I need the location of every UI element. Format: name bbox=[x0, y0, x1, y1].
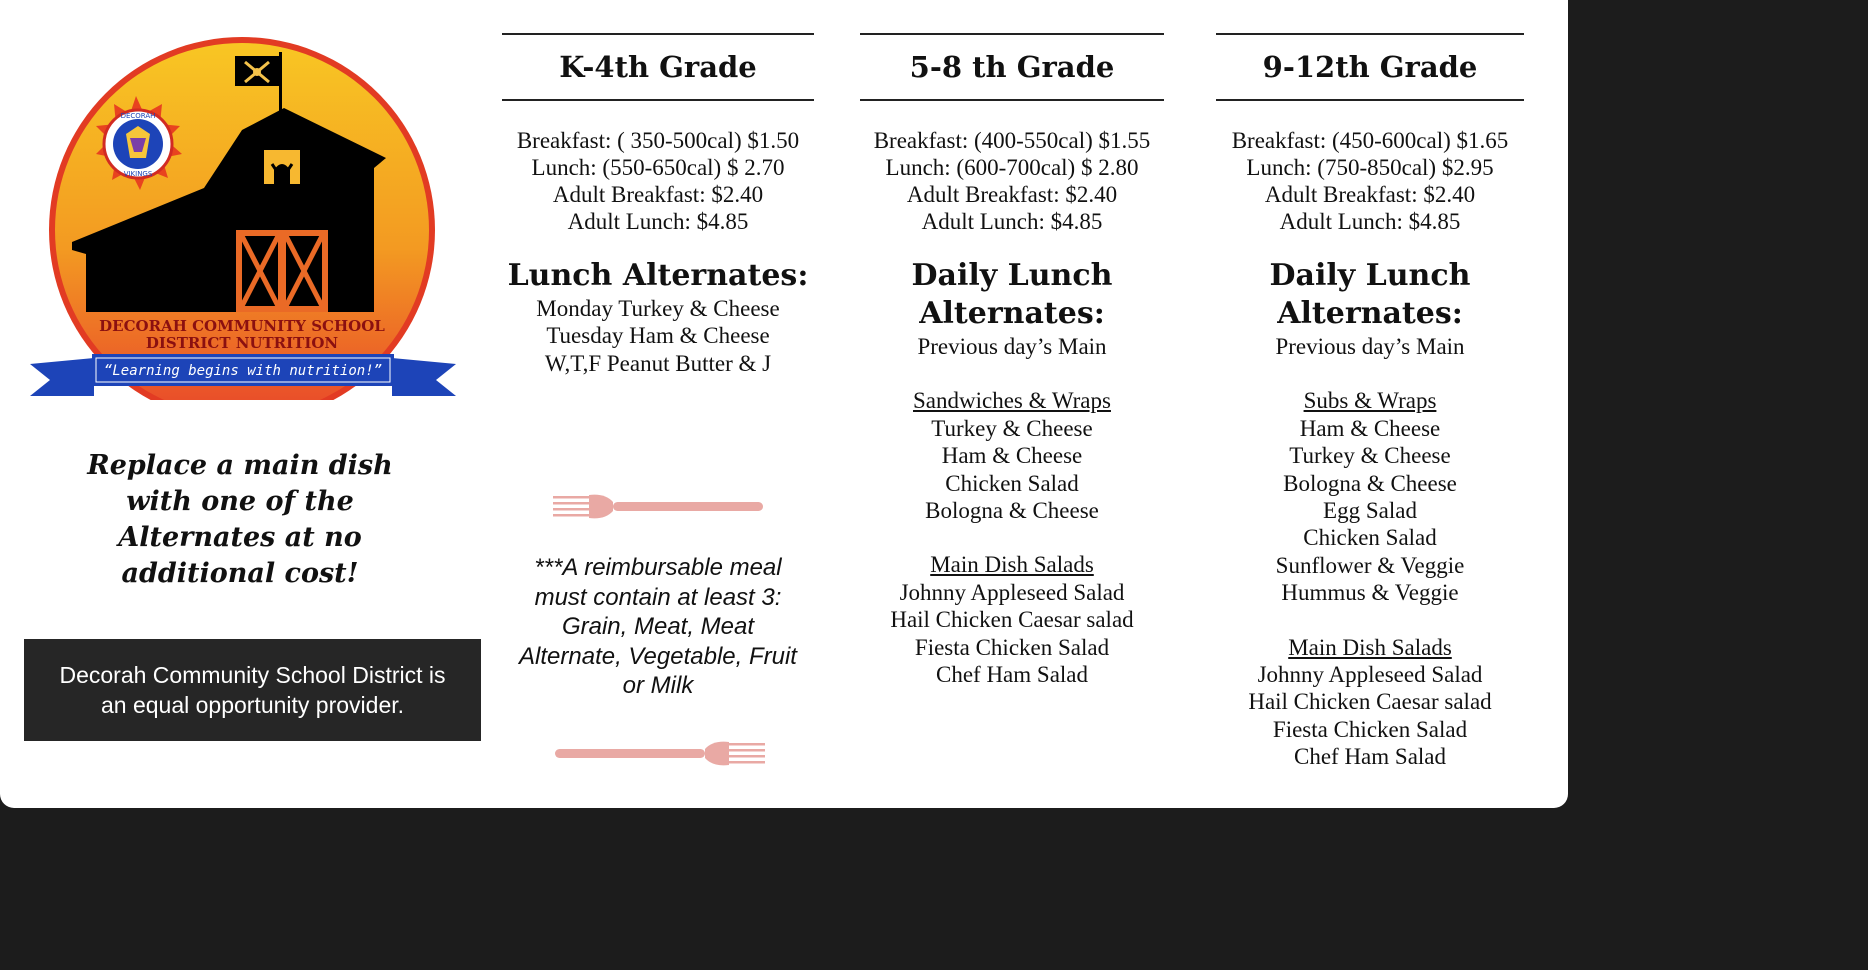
alternates-heading-line: Daily Lunch bbox=[911, 258, 1113, 293]
list-item: Chicken Salad bbox=[945, 470, 1079, 496]
alternates-tagline bbox=[60, 448, 420, 592]
grade-heading: 9-12th Grade bbox=[1216, 33, 1524, 101]
alternates-heading bbox=[502, 257, 814, 295]
price-line: Adult Lunch: $4.85 bbox=[567, 209, 749, 234]
alternates-heading-line: Daily Lunch bbox=[1269, 258, 1471, 293]
alternates-heading-line: Alternates: bbox=[1277, 296, 1463, 331]
section-title: Sandwiches & Wraps bbox=[913, 388, 1111, 414]
list-item: Johnny Appleseed Salad bbox=[1257, 662, 1483, 688]
list-item: Johnny Appleseed Salad bbox=[899, 579, 1125, 605]
grade-heading: 5-8 th Grade bbox=[860, 33, 1164, 101]
price-line: Adult Lunch: $4.85 bbox=[921, 209, 1103, 234]
previous-day-main: Previous day’s Main bbox=[917, 334, 1107, 359]
price-list bbox=[860, 127, 1164, 235]
logo-line-2: DISTRICT NUTRITION bbox=[145, 334, 339, 352]
note-line: or Milk bbox=[622, 672, 694, 699]
list-item: Sunflower & Veggie bbox=[1275, 552, 1465, 578]
price-line: Adult Breakfast: $2.40 bbox=[552, 182, 764, 207]
column-9-12 bbox=[1216, 33, 1524, 771]
section-title: Main Dish Salads bbox=[930, 552, 1094, 578]
list-item: Fiesta Chicken Salad bbox=[914, 634, 1110, 660]
alternates-list bbox=[1216, 333, 1524, 771]
section-title: Main Dish Salads bbox=[1288, 634, 1452, 660]
emblem-top-text: DECORAH bbox=[120, 112, 156, 120]
fork-icon bbox=[553, 738, 765, 768]
price-line: Adult Breakfast: $2.40 bbox=[1264, 182, 1476, 207]
alternates-heading bbox=[1216, 257, 1524, 333]
price-line: Lunch: (550-650cal) $ 2.70 bbox=[531, 155, 785, 180]
nutrition-logo bbox=[28, 30, 458, 400]
price-line: Breakfast: (400-550cal) $1.55 bbox=[873, 128, 1151, 153]
list-item: Egg Salad bbox=[1323, 498, 1417, 524]
reimbursable-meal-note bbox=[504, 553, 812, 701]
fork-icon bbox=[553, 491, 765, 521]
emblem-bottom-text: VIKINGS bbox=[123, 170, 153, 178]
list-item: Turkey & Cheese bbox=[931, 415, 1093, 441]
price-line: Lunch: (750-850cal) $2.95 bbox=[1246, 155, 1494, 180]
list-item: Ham & Cheese bbox=[941, 443, 1083, 469]
equal-opportunity-notice bbox=[24, 639, 481, 741]
grade-heading: K-4th Grade bbox=[502, 33, 814, 101]
list-item: Tuesday Ham & Cheese bbox=[546, 323, 770, 349]
list-item: Monday Turkey & Cheese bbox=[536, 296, 780, 321]
price-line: Breakfast: ( 350-500cal) $1.50 bbox=[516, 128, 800, 153]
list-item: Chicken Salad bbox=[1303, 525, 1437, 551]
section-title: Subs & Wraps bbox=[1303, 388, 1437, 414]
logo-line-1: DECORAH COMMUNITY SCHOOL bbox=[99, 317, 385, 335]
column-5-8 bbox=[860, 33, 1164, 688]
price-line: Adult Lunch: $4.85 bbox=[1279, 209, 1461, 234]
column-k-4 bbox=[502, 33, 814, 377]
list-item: Chef Ham Salad bbox=[935, 662, 1088, 688]
tagline-line: additional cost! bbox=[121, 558, 359, 589]
list-item: Ham & Cheese bbox=[1299, 415, 1441, 441]
alternates-list bbox=[502, 295, 814, 377]
list-item: Bologna & Cheese bbox=[925, 498, 1099, 524]
list-item: Fiesta Chicken Salad bbox=[1272, 716, 1468, 742]
eop-line: Decorah Community School District is bbox=[59, 662, 446, 688]
price-line: Lunch: (600-700cal) $ 2.80 bbox=[885, 155, 1139, 180]
list-item: Bologna & Cheese bbox=[1283, 470, 1457, 496]
list-item: Chef Ham Salad bbox=[1293, 744, 1446, 770]
previous-day-main: Previous day’s Main bbox=[1275, 334, 1465, 359]
note-line: Grain, Meat, Meat bbox=[561, 613, 755, 640]
list-item: W,T,F Peanut Butter & J bbox=[544, 350, 772, 376]
note-line: ***A reimbursable meal bbox=[534, 554, 782, 581]
tagline-line: with one of the bbox=[126, 486, 354, 517]
price-list bbox=[1216, 127, 1524, 235]
list-item: Hail Chicken Caesar salad bbox=[890, 607, 1134, 633]
alternates-heading bbox=[860, 257, 1164, 333]
list-item: Hail Chicken Caesar salad bbox=[1248, 689, 1492, 715]
tagline-line: Replace a main dish bbox=[87, 450, 393, 481]
price-line: Adult Breakfast: $2.40 bbox=[906, 182, 1118, 207]
note-line: must contain at least 3: bbox=[534, 583, 782, 611]
note-line: Alternate, Vegetable, Fruit bbox=[519, 642, 797, 670]
list-item: Hummus & Veggie bbox=[1281, 580, 1459, 606]
alternates-list bbox=[860, 333, 1164, 688]
tagline-line: Alternates at no bbox=[118, 522, 362, 553]
logo-ribbon-text: “Learning begins with nutrition!” bbox=[103, 363, 383, 379]
eop-line: an equal opportunity provider. bbox=[100, 692, 405, 718]
alternates-heading-line: Lunch Alternates: bbox=[507, 258, 809, 293]
price-list bbox=[502, 127, 814, 235]
alternates-heading-line: Alternates: bbox=[919, 296, 1105, 331]
price-line: Breakfast: (450-600cal) $1.65 bbox=[1231, 128, 1509, 153]
list-item: Turkey & Cheese bbox=[1289, 443, 1451, 469]
